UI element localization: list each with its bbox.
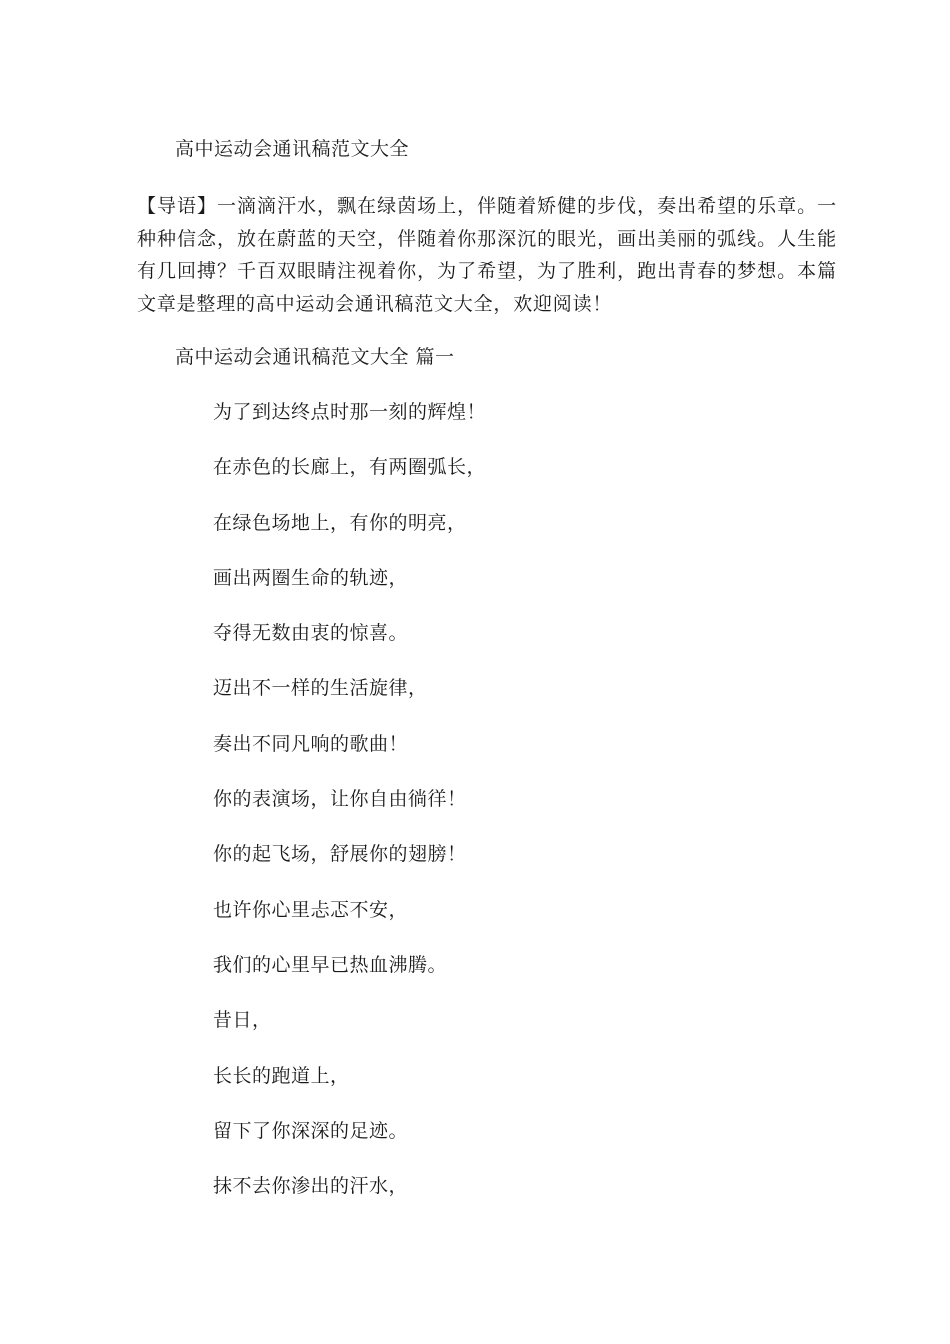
document-title: 高中运动会通讯稿范文大全: [175, 138, 410, 160]
poem-line: 留下了你深深的足迹。: [213, 1119, 409, 1142]
intro-paragraph: 【导语】一滴滴汗水，飘在绿茵场上，伴随着矫健的步伐，奏出希望的乐章。一种种信念，放在蔚蓝的天空，伴随着你那深沉的眼光，画出美丽的弧线。人生能有几回搏？千百双眼睛注视着你，为了希望，为了胜利，跑出青春的梦想。本篇文章是整理的高中运动会通讯稿范文大全，欢迎阅读！: [137, 195, 837, 315]
poem-line: 画出两圈生命的轨迹，: [213, 566, 409, 589]
poem-line: 抹不去你渗出的汗水，: [213, 1175, 409, 1198]
poem-line: 在赤色的长廊上，有两圈弧长，: [213, 456, 487, 479]
poem-line: 迈出不一样的生活旋律，: [213, 677, 428, 700]
poem-line: 夺得无数由衷的惊喜。: [213, 622, 409, 645]
poem-line: 昔日，: [213, 1009, 272, 1032]
poem-line: 你的起飞场，舒展你的翅膀！: [213, 843, 467, 866]
poem-line: 在绿色场地上，有你的明亮，: [213, 511, 467, 534]
poem: [213, 399, 486, 1228]
poem-line: 也许你心里忐忑不安，: [213, 898, 409, 921]
poem-line: 长长的跑道上，: [213, 1064, 350, 1087]
section-title: 高中运动会通讯稿范文大全 篇一: [175, 346, 455, 368]
poem-line: 我们的心里早已热血沸腾。: [213, 953, 448, 976]
poem-line: 奏出不同凡响的歌曲！: [213, 732, 409, 755]
poem-line: 为了到达终点时那一刻的辉煌！: [213, 401, 487, 423]
poem-line: 你的表演场，让你自由徜徉！: [213, 788, 467, 811]
